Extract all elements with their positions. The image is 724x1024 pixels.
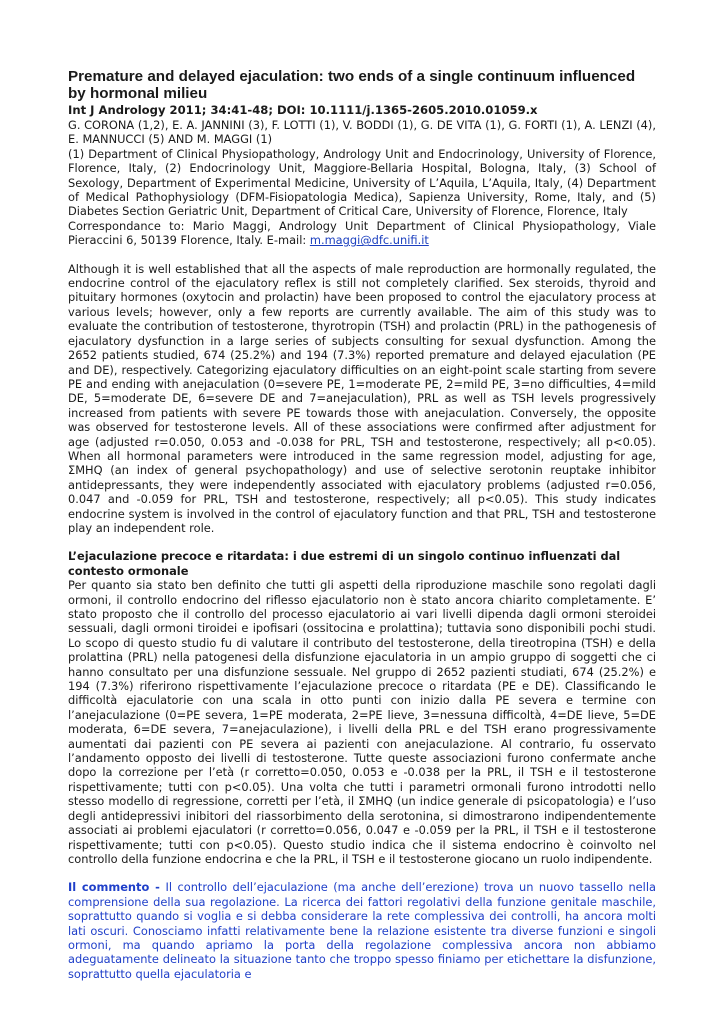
english-abstract: Although it is well established that all the aspects of male reproduction are hormonally regulated, the endocrine control of the ejaculatory reflex is still not completely clarified. Sex steroids, thyroid and pituitary hormones (oxytocin and prolactin) have been proposed to control the ejaculatory process at various levels; however, only a few reports are currently available. The aim of this study was to evaluate the contribution of testosterone, thyrotropin (TSH) and prolactin (PRL) in the pathogenesis of ejaculatory dysfunction in a large series of subjects consulting for sexual dysfunction. Among the 2652 patients studied, 674 (25.2%) and 194 (7.3%) reported premature and delayed ejaculation (PE and DE), respectively. Categorizing ejaculatory difficulties on an eight-point scale starting from severe PE and ending with anejaculation (0=severe PE, 1=moderate PE, 2=mild PE, 3=no difficulties, 4=mild DE, 5=moderate DE, 6=severe DE and 7=anejaculation), PRL as well as TSH levels progressively increased from patients with severe PE towards those with anejaculation. Conversely, the opposite was observed for testosterone levels. All of these associations were confirmed after adjustment for age (adjusted r=0.050, 0.053 and -0.038 for PRL, TSH and testosterone, respectively; all p<0.05). When all hormonal parameters were introduced in the same regression model, adjusting for age, ΣMHQ (an index of general psychopathology) and use of selective serotonin reuptake inhibitor antidepressants, they were independently associated with ejaculatory problems (adjusted r=0.056, 0.047 and -0.059 for PRL, TSH and testosterone, respectively; all p<0.05). This study indicates endocrine system is involved in the control of ejaculatory function and that PRL, TSH and testosterone play an independent role. [68,261,656,535]
article-authors: G. CORONA (1,2), E. A. JANNINI (3), F. LOTTI (1), V. BODDI (1), G. DE VITA (1), G. FORTI (1), A. LENZI (4), E. MANNUCCI (5) AND M. MAGGI (1) [68,118,656,147]
article-affiliations: (1) Department of Clinical Physiopathology, Andrology Unit and Endocrinology, University of Florence, Florence, Italy, (2) Endocrinology Unit, Maggiore-Bellaria Hospital, Bologna, Italy, (3) School of Sexology, Department of Experimental Medicine, University of L’Aquila, L’Aquila, Italy, (4) Department of Medical Pathophysiology (DFM-Fisiopatologia Medica), Sapienza University, Rome, Italy, and (5) Diabetes Section Geriatric Unit, Department of Critical Care, University of Florence, Florence, Italy [68,146,656,219]
correspondence-text: Correspondance to: Mario Maggi, Andrology Unit Department of Clinical Physiopathology, Viale Pieraccini 6, 50139 Florence, Italy. E-mail: [68,218,656,248]
spacer [68,248,656,262]
document-page [68,68,656,981]
email-link[interactable]: m.maggi@dfc.unifi.it [309,233,429,248]
commento-lead: Il commento - [68,880,166,895]
commento-text: Il controllo dell’ejaculazione (ma anche dell’erezione) trova un nuovo tassello nella comprensione della sua regolazione. La ricerca dei fattori regolativi della funzione genitale maschile, soprattutto quando si voglia e si debba considerare la rete complessiva dei controlli, ha ancora molti lati oscuri. Conosciamo infatti relativamente bene la relazione esistente tra diverse funzioni e singoli ormoni, ma quando apriamo la porta della regolazione complessiva ancora non abbiamo adeguatamente delineato la situazione tanto che troppo spesso finiamo per etichettare la disfunzione, soprattutto quella ejaculatoria e [68,880,656,981]
italian-title: L’ejaculazione precoce e ritardata: i due estremi di un singolo continuo influenzati dal contesto ormonale [68,549,621,578]
spacer [68,866,656,880]
italian-abstract: Per quanto sia stato ben definito che tutti gli aspetti della riproduzione maschile sono regolati dagli ormoni, il controllo endocrino del riflesso ejaculatorio non è stato ancora chiarito completamente. E’ stato proposto che il controllo del processo ejaculatorio ai vari livelli dipenda dagli ormoni steroidei sessuali, dagli ormoni tiroidei e ipofisari (ossitocina e prolattina); tuttavia sono disponibili pochi studi. Lo scopo di questo studio fu di valutare il contributo del testosterone, della tireotropina (TSH) e della prolattina (PRL) nella patogenesi della disfunzione ejaculatoria in un ampio gruppo di soggetti che ci hanno consultato per una disfunzione sessuale. Nel gruppo di 2652 pazienti studiati, 674 (25.2%) e 194 (7.3%) riferirono rispettivamente l’ejaculazione precoce o ritardata (PE e DE). Classificando le difficoltà ejaculatorie con una scala in otto punti con inizio dalla PE severa e termine con l’anejaculazione (0=PE severa, 1=PE moderata, 2=PE lieve, 3=nessuna difficoltà, 4=DE lieve, 5=DE moderata, 6=DE severa, 7=anejaculazione), i livelli della PRL e del TSH erano progressivamente aumentati dai pazienti con PE severa ai pazienti con anejaculazione. Al contrario, fu osservato l’andamento opposto dei livelli di testosterone. Tutte queste associazioni furono confermate anche dopo la correzione per l’età (r corretto=0.050, 0.053 e -0.038 per la PRL, il TSH e il testosterone rispettivamente; tutti con p<0.05). Una volta che tutti i parametri ormonali furono introdotti nello stesso modello di regressione, corretti per l’età, il ΣMHQ (un indice generale di psicopatologia) e l’uso degli antidepressivi inibitori del riassorbimento della serotonina, si dimostrarono indipendentemente associati ai problemi ejaculatori (r corretto=0.056, 0.047 e -0.059 per la PRL, il TSH e il testosterone rispettivamente; tutti con p<0.05). Questo studio indica che il sistema endocrino è coinvolto nel controllo della funzione endocrina e che la PRL, il TSH e il testosterone giocano un ruolo indipendente. [68,578,656,866]
spacer [68,535,656,549]
article-citation: Int J Andrology 2011; 34:41-48; DOI: 10.1111/j.1365-2605.2010.01059.x [68,103,538,117]
correspondence [68,219,656,248]
article-title: Premature and delayed ejaculation: two ends of a single continuum influenced by hormonal milieu [68,68,636,102]
commento-section [68,880,656,981]
